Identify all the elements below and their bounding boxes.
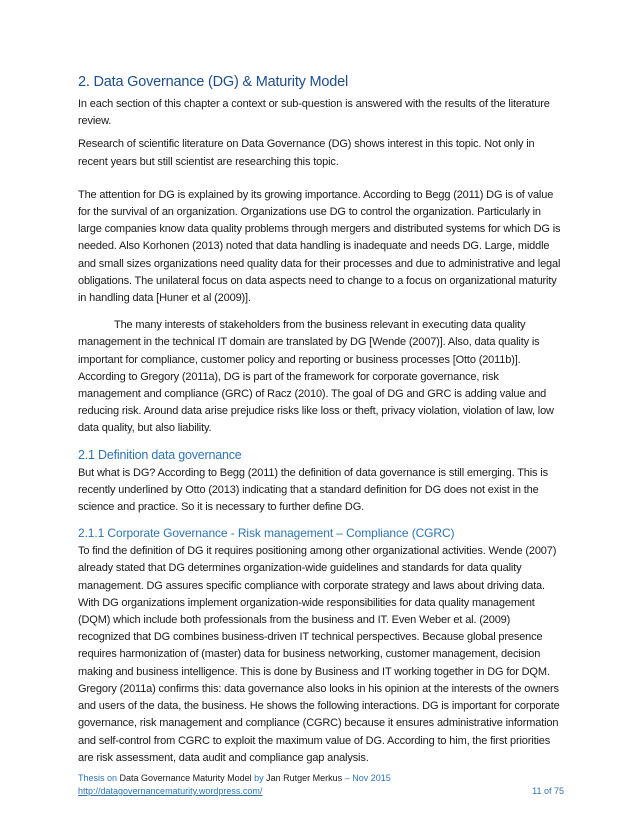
footer-row [78, 785, 564, 798]
footer-date: – Nov 2015 [344, 773, 391, 783]
section-heading-2-1-1: 2.1.1 Corporate Governance - Risk management – Compliance (CGRC) [78, 526, 455, 541]
page-footer [78, 772, 564, 798]
footer-url-link[interactable]: http://datagovernancematurity.wordpress.com/ [78, 786, 263, 796]
paragraph-stakeholders: The many interests of stakeholders from the business relevant in executing data quality management in the technical IT domain are translated by DG [Wende (2007)]. Also, data quality is important for compliance, customer policy and reporting or business processes [Otto (2011b)]. According to Gregory (2011a), DG is part of the framework for corporate governance, risk management and compliance (GRC) of Racz (2010). The goal of DG and GRC is adding value and reducing risk. Around data arise prejudice risks like loss or theft, privacy violation, violation of law, low data quality, but also liability. [78, 319, 554, 435]
paragraph-intro: In each section of this chapter a context or sub-question is answered with the results of the literature review. [78, 98, 550, 128]
footer-prefix: Thesis on [78, 773, 118, 783]
footer-by: by [254, 773, 264, 783]
page-content [78, 74, 564, 773]
footer-citation [78, 772, 564, 785]
paragraph-research: Research of scientific literature on Data Governance (DG) shows interest in this topic. Not only in recent years but still scientist are researching this topic. [78, 138, 535, 168]
chapter-heading: 2. Data Governance (DG) & Maturity Model [78, 74, 349, 90]
page-number: 11 of 75 [532, 786, 564, 796]
section-heading-2-1: 2.1 Definition data governance [78, 447, 242, 462]
footer-title: Data Governance Maturity Model [119, 773, 252, 783]
paragraph-cgrc: To find the definition of DG it requires positioning among other organizational activities. Wende (2007) already stated that DG determines organization-wide guidelines and standards for data quality management. DG assures specific compliance with corporate strategy and laws about driving data. With DG organizations implement organization-wide responsibilities for data quality management (DQM) which include both professionals from the business and IT. Even Weber et al. (2009) recognized that DG combines business-driven IT technical perspectives. Because global presence requires harmonization of (master) data for business networking, customer management, decision making and business intelligence. This is done by Business and IT working together in DG for DQM. Gregory (2011a) confirms this: data governance also looks in his opinion at the interests of the owners and users of the data, the business. He shows the following interactions. DG is important for corporate governance, risk management and compliance (CGRC) because it ensures administrative information and self-control from CGRC to exploit the maximum value of DG. According to him, the first priorities are risk assessment, data audit and compliance gap analysis. [78, 545, 560, 764]
footer-author: Jan Rutger Merkus [266, 773, 343, 783]
paragraph-attention: The attention for DG is explained by its growing importance. According to Begg (2011) DG is of value for the survival of an organization. Organizations use DG to control the organization. Particularly in large companies know data quality problems through mergers and distributed systems for which DG is needed. Also Korhonen (2013) noted that data handling is inadequate and needs DG. Large, middle and small sizes organizations need quality data for their processes and due to administrative and legal obligations. The unilateral focus on data aspects need to change to a focus on organizational maturity in handling data [Huner et al (2009)]. [78, 188, 561, 305]
paragraph-definition: But what is DG? According to Begg (2011) the definition of data governance is still emerging. This is recently underlined by Otto (2013) indicating that a standard definition for DG does not exist in the science and practice. So it is necessary to further define DG. [78, 466, 548, 514]
